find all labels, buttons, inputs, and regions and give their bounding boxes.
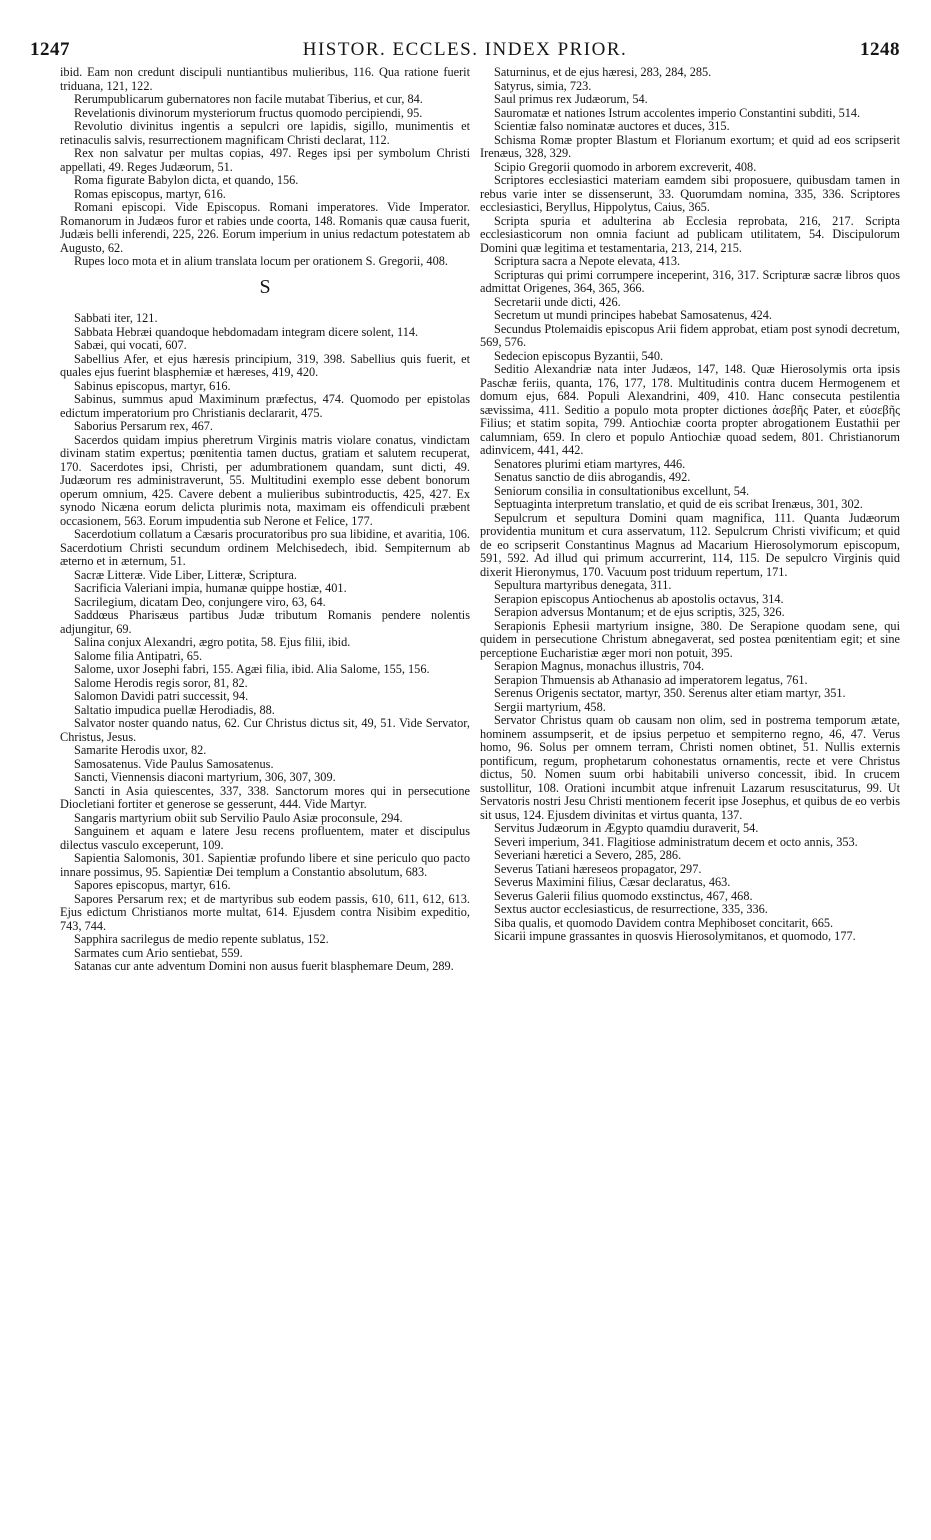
left-column (60, 66, 470, 1496)
index-entry: Revelationis divinorum mysteriorum fructus quomodo percipiendi, 95. (74, 105, 423, 120)
index-entry: Samosatenus. Vide Paulus Samosatenus. (74, 756, 274, 771)
index-entry: Scientiæ falso nominatæ auctores et duces, 315. (494, 119, 730, 133)
index-entry: Seditio Alexandriæ nata inter Judæos, 147, 148. Quæ Hierosolymis orta ipsis Paschæ feriis, quanta, 176, 177, 178. Multitudinis contra ducem Hermogenem et domum ejus, 684. Populi Alexandrini, 409, 410. Hanc consecuta pestilentia sævissima, 411. Seditio a populo mota propter dictiones ἀσεβῆς Pater, et εὐσεβῆς Filius; et statim sopita, 799. Antiochiæ coorta propter abrogationem Eustathii per calumniam, 659. In clero et populo Antiochiæ quoad sedem, 801. Christianorum adinvicem, 441, 442. (480, 362, 900, 457)
index-entry: Secundus Ptolemaidis episcopus Arii fidem approbat, etiam post synodi decretum, 569, 576. (480, 321, 900, 349)
section-letter-heading: S (259, 275, 271, 298)
running-title: HISTOR. ECCLES. INDEX PRIOR. (302, 39, 628, 60)
index-entry: Senatus sanctio de diis abrogandis, 492. (494, 470, 691, 484)
index-entry: Romas episcopus, martyr, 616. (74, 186, 226, 201)
index-entry: Saddœus Pharisæus partibus Judæ tributum Romanis pendere nolentis adjungitur, 69. (60, 608, 470, 636)
index-entry: Sacræ Litteræ. Vide Liber, Litteræ, Scriptura. (74, 567, 297, 582)
right-page-number: 1248 (860, 39, 900, 60)
index-entry: Saltatio impudica puellæ Herodiadis, 88. (74, 702, 275, 717)
index-entry: Sabinus episcopus, martyr, 616. (74, 378, 231, 393)
index-entry: Secretarii unde dicti, 426. (494, 294, 621, 309)
index-entry: Saul primus rex Judæorum, 54. (494, 92, 648, 106)
index-entry: Severi imperium, 341. Flagitiose administratum decem et octo annis, 353. (494, 834, 858, 849)
index-entry: Siba qualis, et quomodo Davidem contra Mephiboset concitarit, 665. (494, 915, 834, 930)
index-entry: Scipio Gregorii quomodo in arborem excreverit, 408. (494, 159, 757, 174)
index-entry: Severus Maximini filius, Cæsar declaratus, 463. (494, 875, 731, 889)
index-entry: Roma figurate Babylon dicta, et quando, 156. (74, 173, 299, 187)
index-entry: Salvator noster quando natus, 62. Cur Christus dictus sit, 49, 51. Vide Servator, Christus, Jesus. (60, 716, 470, 744)
index-entry: Scripturas qui primi corrumpere inceperint, 316, 317. Scripturæ sacræ libros quos admittat Origenes, 364, 365, 366. (480, 267, 900, 295)
index-entry: Sabinus, summus apud Maximinum præfectus, 474. Quomodo per epistolas edictum imperatorium pro Christianis declararit, 475. (60, 392, 470, 420)
index-entry: Salome, uxor Josephi fabri, 155. Agæi filia, ibid. Alia Salome, 155, 156. (74, 662, 430, 676)
index-entry: Rex non salvatur per multas copias, 497. Reges ipsi per symbolum Christi appellati, 49. Reges Judæorum, 51. (60, 146, 470, 174)
index-entry: Schisma Romæ propter Blastum et Florianum exortum; et quid ad eos scripserit Irenæus, 328, 329. (480, 132, 900, 160)
index-entry: Serapion Thmuensis ab Athanasio ad imperatorem legatus, 761. (494, 672, 808, 687)
index-entry: Scriptura sacra a Nepote elevata, 413. (494, 254, 681, 268)
index-entry: Sarmates cum Ario sentiebat, 559. (74, 945, 243, 960)
index-entry: Sabbati iter, 121. (74, 311, 158, 325)
index-entry: Sergii martyrium, 458. (494, 699, 606, 714)
index-entry: Sedecion episcopus Byzantii, 540. (494, 348, 664, 363)
index-entry: Sangaris martyrium obiit sub Servilio Paulo Asiæ proconsule, 294. (74, 810, 403, 825)
index-entry: Sapphira sacrilegus de medio repente sublatus, 152. (74, 932, 329, 946)
index-entry: Sepultura martyribus denegata, 311. (494, 578, 672, 592)
index-entry: Salomon Davidi patri successit, 94. (74, 689, 249, 703)
index-entry: Seniorum consilia in consultationibus excellunt, 54. (494, 483, 750, 498)
index-entry: Sabæi, qui vocati, 607. (74, 338, 187, 352)
index-entry: Serapion episcopus Antiochenus ab apostolis octavus, 314. (494, 591, 784, 606)
index-entry: Saturninus, et de ejus hæresi, 283, 284, 285. (494, 66, 712, 79)
index-entry: Severiani hæretici a Severo, 285, 286. (494, 848, 682, 862)
index-entry: Secretum ut mundi principes habebat Samosatenus, 424. (494, 308, 772, 322)
left-page-number: 1247 (30, 39, 70, 60)
index-entry: Servator Christus quam ob causam non olim, sed in postrema temporum ætate, hominem assumpserit, et de ipsius perpetuo et sempiterno regno, 46, 47. Verus homo, 96. Solus per omnem terram, Christi nomen obtinet, 51. Nullis externis pontificum, regum, prophetarum cohonestatus ornamentis, recte et vere Christus dictus, 50. Nomen suum orbi habitabili universo concessit, ibid. In crucem sustollitur, 108. Orationi incumbit atque infrenuit Lazarum resuscitaturus, 99. Ut Servatoris nostri Jesu Christi mentionem fecerit ipse Josephus, et quibus de eo verbis sit usus, 124. Ejusdem divinitas et virtus quanta, 137. (480, 713, 900, 822)
index-entry: Saborius Persarum rex, 467. (74, 419, 214, 433)
index-entry: Septuaginta interpretum translatio, et quid de eis scribat Irenæus, 301, 302. (494, 497, 863, 511)
index-entry: Senatores plurimi etiam martyres, 446. (494, 456, 686, 471)
page-header (30, 36, 900, 64)
index-entry: Sapores Persarum rex; et de martyribus sub eodem passis, 610, 611, 612, 613. Ejus edictum Christianos morte multat, 614. Ejusdem contra Nisibim expeditio, 743, 744. (60, 891, 470, 933)
index-entry: Serapion adversus Montanum; et de ejus scriptis, 325, 326. (494, 605, 785, 619)
index-entry: Serapion Magnus, monachus illustris, 704. (494, 659, 705, 673)
index-entry: Salome Herodis regis soror, 81, 82. (74, 675, 248, 690)
index-entry: Satyrus, simia, 723. (494, 78, 592, 93)
right-column (480, 66, 900, 1496)
index-entry: Revolutio divinitus ingentis a sepulcri ore lapidis, sigillo, munimentis et retinaculis salvis, resurrectionem magnificam Christi declarat, 112. (60, 119, 470, 147)
index-entry: Sabbata Hebræi quandoque hebdomadam integram dicere solent, 114. (74, 324, 419, 339)
index-entry: Rerumpublicarum gubernatores non facile mutabat Tiberius, et cur, 84. (74, 92, 423, 106)
index-entry: Sancti in Asia quiescentes, 337, 338. Sanctorum mores qui in persecutione Diocletiani fortiter et generose se gesserunt, 444. Vide Martyr. (60, 783, 470, 811)
index-entry: Severus Tatiani hæreseos propagator, 297. (494, 861, 702, 876)
index-entry: Serapionis Ephesii martyrium insigne, 380. De Serapione quodam sene, qui quidem in persecutione Christum abnegaverat, sed postea pœnitentiam egit; et sine perceptione Eucharistiæ æger mori non potuit, 395. (480, 618, 900, 660)
index-entry: Romani episcopi. Vide Episcopus. Romani imperatores. Vide Imperator. Romanorum in Judæos furor et rabies unde coorta, 148. Romanis quæ causa fuerit, Judæis belli inferendi, 225, 226. Eorum imperium in unius redactum potestatem ab Augusto, 62. (60, 200, 470, 255)
index-entry: Serenus Origenis sectator, martyr, 350. Serenus alter etiam martyr, 351. (494, 686, 846, 700)
index-entry: Samarite Herodis uxor, 82. (74, 743, 207, 757)
index-entry: Salina conjux Alexandri, ægro potita, 58. Ejus filii, ibid. (74, 635, 351, 649)
index-entry: Sapientia Salomonis, 301. Sapientiæ profundo libere et sine periculo quo pacto innare possimus, 95. Sapientiæ Dei templum a Constantio absolutum, 683. (60, 851, 470, 879)
index-entry: Sacrificia Valeriani impia, humanæ quippe hostiæ, 401. (74, 581, 347, 595)
index-entry: Servitus Judæorum in Ægypto quamdiu duraverit, 54. (494, 821, 759, 835)
index-entry: Scriptores ecclesiastici materiam eamdem sibi proposuere, quibusdam tamen in rebus varie inter se dissenserunt, 33. Quorumdam nomina, 335, 336. Scriptores ecclesiastici, Beryllus, Hippolytus, Caius, 365. (480, 173, 900, 214)
index-entry: Sacerdotium collatum a Cæsaris procuratoribus pro sua libidine, et avaritia, 106. Sacerdotium Christi secundum ordinem Melchisedech, ibid. Sempiternum ab æterno et in æternum, 51. (60, 527, 470, 568)
index-entry: ibid. Eam non credunt discipuli nuntiantibus mulieribus, 116. Qua ratione fuerit triduana, 121, 122. (60, 66, 470, 93)
index-entry: Sepulcrum et sepultura Domini quam magnifica, 111. Quanta Judæorum providentia munitum et cura asservatum, 112. Sepulcrum Christi vivificum; et quid de eo scripserit Constantinus Magnus ad Macarium Hierosolymorum episcopum, 591, 592. Ad illud qui primum accurrerint, 114, 115. De sepulcro Virginis quid dixerit Hieronymus, 170. Vacuum post triduum repertum, 171. (480, 510, 900, 579)
index-entry: Satanas cur ante adventum Domini non ausus fuerit blasphemare Deum, 289. (74, 959, 454, 973)
index-entry: Scripta spuria et adulterina ab Ecclesia reprobata, 216, 217. Scripta ecclesiasticorum non omnia faciunt ad publicam utilitatem, 54. Discipulorum Domini quæ legitima et testamentaria, 213, 214, 215. (480, 213, 900, 255)
index-entry: Sacrilegium, dicatam Deo, conjungere viro, 63, 64. (74, 594, 326, 609)
index-entry: Sauromatæ et nationes Istrum accolentes imperio Constantini subditi, 514. (494, 105, 861, 120)
index-entry: Sacerdos quidam impius pheretrum Virginis matris violare conatus, vindictam divinam statim expertus; pœnitentia tamen ductus, gratiam et salutem recuperat, 170. Sacerdotes ipsi, Christi, per adumbrationem quandam, sunt dicti, 49. Judæorum res administraverunt, 55. Multitudini exemplo esse debent bonorum operum omnium, 425. Cavere debent a mulieribus subintroductis, 425, 427. Ex synodo Nicæna eorum delicta plurimis nota, maximam eis offendiculi præbent occasionem, 563. Eorum impudentia sub Nerone et Felice, 177. (60, 432, 470, 528)
index-entry: Salome filia Antipatri, 65. (74, 648, 203, 663)
index-entry: Severus Galerii filius quomodo exstinctus, 467, 468. (494, 888, 753, 903)
index-entry: Sapores episcopus, martyr, 616. (74, 878, 231, 892)
index-entry: Sextus auctor ecclesiasticus, de resurrectione, 335, 336. (494, 902, 768, 916)
index-entry: Sanguinem et aquam e latere Jesu recens profluentem, mater et discipulus dilectus vasculo exceperunt, 109. (60, 824, 470, 852)
index-entry: Rupes loco mota et in alium translata locum per orationem S. Gregorii, 408. (74, 254, 448, 268)
index-entry: Sicarii impune grassantes in quosvis Hierosolymitanos, et quomodo, 177. (494, 929, 856, 943)
index-entry: Sabellius Afer, et ejus hæresis principium, 319, 398. Sabellius quis fuerit, et quales ejus fuerint blasphemiæ et hæreses, 419, 420. (60, 351, 470, 379)
index-entry: Sancti, Viennensis diaconi martyrium, 306, 307, 309. (74, 770, 336, 784)
